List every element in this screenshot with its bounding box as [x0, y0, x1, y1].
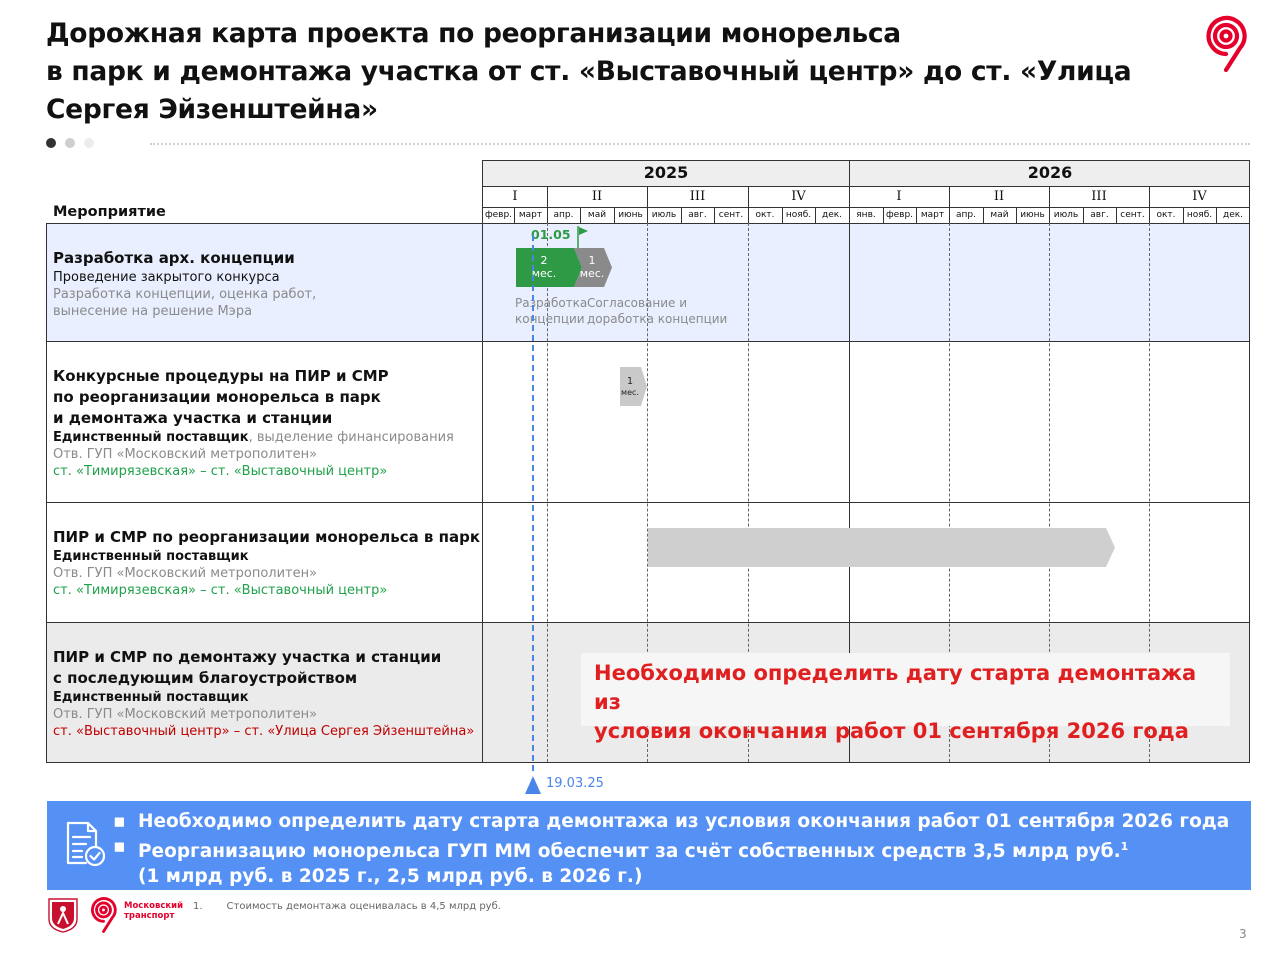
today-marker-icon	[524, 775, 542, 795]
grid-line	[580, 208, 581, 223]
month-label: июнь	[618, 210, 643, 220]
grid-line	[748, 187, 749, 223]
footnote	[193, 901, 525, 912]
task-bar-park	[647, 527, 1122, 569]
task-supplier: Единственный поставщик	[53, 690, 249, 705]
roadmap-gantt	[46, 160, 1250, 763]
task-title: Конкурсные процедуры на ПИР и СМР	[53, 367, 389, 385]
quarter-label: I	[896, 189, 902, 204]
month-label: май	[587, 210, 607, 220]
task-title: Разработка арх. концепции	[53, 249, 295, 267]
month-label: авг.	[688, 210, 707, 220]
milestone-date: 01.05	[531, 227, 571, 242]
pager-divider	[150, 143, 1250, 145]
summary-box	[47, 801, 1251, 890]
grid-line	[983, 208, 984, 223]
bar-caption-line: концепции	[515, 312, 585, 326]
grid-line	[483, 160, 1250, 161]
quarter-label: IV	[1192, 189, 1207, 204]
bar-duration-value: 1	[588, 254, 596, 267]
task-detail: Проведение закрытого конкурса	[53, 270, 280, 285]
summary-bullet-text: Реорганизацию монорельса ГУП ММ обеспечит за счёт собственных средств 3,5 млрд руб.	[138, 841, 1121, 863]
grid-line	[46, 223, 1250, 224]
brand-name-line: Московский	[124, 901, 184, 911]
grid-line	[483, 207, 1250, 208]
grid-line	[949, 187, 950, 223]
grid-line	[46, 622, 1250, 623]
alert-note-line: Необходимо определить дату старта демонтажа из	[594, 661, 1197, 714]
month-label: сент.	[718, 210, 744, 220]
month-label: сент.	[1120, 210, 1145, 220]
bar-park-works[interactable]	[648, 528, 1115, 567]
quarter-label: III	[689, 189, 706, 204]
task-detail: , выделение финансирования	[248, 430, 454, 445]
today-line	[532, 235, 534, 771]
task-detail: вынесение на решение Мэра	[53, 304, 253, 319]
task-supplier: Единственный поставщик	[53, 430, 249, 445]
month-label: дек.	[821, 210, 843, 220]
grid-line	[46, 223, 47, 763]
month-label: июль	[651, 210, 677, 220]
bar-duration-unit: мес.	[621, 388, 639, 397]
bar-duration	[522, 254, 566, 280]
task-title: ПИР и СМР по демонтажу участка и станции	[53, 648, 442, 666]
bar-caption-line: Согласование и	[587, 296, 688, 310]
month-label: дек.	[1222, 210, 1244, 220]
task-title: ПИР и СМР по реорганизации монорельса в парк	[53, 528, 481, 546]
task-title: и демонтажа участка и станции	[53, 409, 333, 427]
grid-line	[514, 208, 515, 223]
task-row-park	[53, 527, 481, 599]
grid-line	[1249, 160, 1250, 763]
alert-note-line: условия окончания работ 01 сентября 2026 года	[594, 719, 1189, 743]
month-label: июль	[1053, 210, 1079, 220]
alert-note	[581, 653, 1230, 743]
quarter-label: II	[591, 189, 603, 204]
task-stations: ст. «Тимирязевская» – ст. «Выставочный центр»	[53, 583, 388, 598]
pager-dot-active[interactable]	[46, 138, 56, 148]
quarter-label: IV	[791, 189, 806, 204]
moscow-transport-logo-icon	[87, 896, 120, 934]
footnote-text: Стоимость демонтажа оценивалась в 4,5 млрд руб.	[226, 901, 501, 912]
column-header-activity: Мероприятие	[53, 204, 166, 220]
brand-name-line: транспорт	[124, 911, 175, 921]
year-2025: 2025	[483, 160, 849, 186]
page-title	[46, 15, 1176, 129]
task-owner: Отв. ГУП «Московский метрополитен»	[53, 707, 318, 722]
month-label: нояб.	[785, 210, 812, 220]
grid-line	[1149, 187, 1150, 223]
bar-caption-line: доработка концепции	[587, 312, 728, 326]
grid-line	[46, 762, 1250, 763]
task-row-dismantling	[53, 647, 481, 740]
grid-line	[1183, 208, 1184, 223]
month-label: янв.	[856, 210, 876, 220]
task-title: по реорганизации монорельса в парк	[53, 388, 381, 406]
alert-note-text	[594, 659, 1230, 746]
moscow-transport-logo-icon	[1200, 14, 1252, 74]
month-label: апр.	[956, 210, 976, 220]
grid-line	[46, 502, 1250, 503]
title-line: Сергея Эйзенштейна»	[46, 94, 378, 125]
brand-name	[124, 901, 183, 921]
title-line: в парк и демонтажа участка от ст. «Выставочный центр» до ст. «Улица	[46, 56, 1132, 87]
document-check-icon	[56, 819, 106, 869]
month-label: март	[518, 210, 543, 220]
bar-duration-value: 1	[626, 376, 634, 387]
grid-line	[547, 187, 548, 223]
year-2026: 2026	[850, 160, 1250, 186]
task-owner: Отв. ГУП «Московский метрополитен»	[53, 447, 318, 462]
grid-line	[883, 208, 884, 223]
slide-pager	[46, 138, 1250, 150]
month-label: февр.	[885, 210, 914, 220]
grid-line	[482, 160, 483, 763]
bar-caption	[587, 295, 727, 327]
task-stations: ст. «Тимирязевская» – ст. «Выставочный центр»	[53, 464, 388, 479]
pager-dot[interactable]	[84, 138, 94, 148]
bar-duration	[577, 254, 607, 280]
task-title: с последующим благоустройством	[53, 669, 358, 687]
summary-bullet	[113, 834, 1229, 864]
month-label: февр.	[484, 210, 513, 220]
month-label: окт.	[1156, 210, 1176, 220]
bar-caption-line: Разработка	[515, 296, 588, 310]
page-number: 3	[1239, 927, 1247, 941]
task-stations: ст. «Выставочный центр» – ст. «Улица Сергея Эйзенштейна»	[53, 724, 475, 739]
task-row-tender	[53, 366, 481, 480]
quarter-label: II	[993, 189, 1005, 204]
footer-logos	[47, 896, 197, 934]
month-label: март	[920, 210, 945, 220]
grid-line	[815, 208, 816, 223]
grid-line	[46, 341, 1250, 342]
grid-line	[483, 186, 1250, 187]
bar-caption	[515, 295, 587, 327]
summary-list	[113, 809, 1229, 889]
milestone-flag-icon	[579, 227, 588, 235]
task-detail: Разработка концепции, оценка работ,	[53, 287, 317, 302]
grid-line	[1116, 208, 1117, 223]
grid-line	[1083, 208, 1084, 223]
grid-line	[614, 208, 615, 223]
quarter-label: III	[1091, 189, 1107, 204]
footnote-number: 1.	[193, 901, 203, 912]
month-label: апр.	[553, 210, 574, 220]
bar-duration-value: 2	[540, 254, 548, 267]
month-label: окт.	[755, 210, 775, 220]
grid-line	[714, 208, 715, 223]
month-label: нояб.	[1186, 210, 1213, 220]
grid-line	[647, 187, 648, 223]
grid-line	[681, 208, 682, 223]
task-row-concept	[53, 248, 481, 320]
bar-duration-unit: мес.	[579, 267, 605, 280]
month-label: май	[990, 210, 1009, 220]
task-supplier: Единственный поставщик	[53, 549, 249, 564]
footnote-marker: 1	[1120, 840, 1129, 853]
title-line: Дорожная карта проекта по реорганизации монорельса	[46, 18, 901, 49]
month-label: авг.	[1090, 210, 1109, 220]
bar-duration	[620, 376, 640, 398]
moscow-coat-of-arms-icon	[47, 897, 79, 933]
task-owner: Отв. ГУП «Московский метрополитен»	[53, 566, 318, 581]
grid-line	[1016, 208, 1017, 223]
grid-line	[1216, 208, 1217, 223]
summary-bullet-continuation: (1 млрд руб. в 2025 г., 2,5 млрд руб. в 2026 г.)	[138, 866, 643, 888]
month-label: июнь	[1020, 210, 1045, 220]
grid-line	[1049, 187, 1050, 223]
grid-line	[916, 208, 917, 223]
summary-bullet: ▪ Необходимо определить дату старта демонтажа из условия окончания работ 01 сентября 2026 года	[113, 809, 1229, 834]
grid-line	[782, 208, 783, 223]
quarter-label: I	[512, 189, 518, 204]
today-date: 19.03.25	[546, 776, 604, 791]
pager-dot[interactable]	[65, 138, 75, 148]
bar-duration-unit: мес.	[531, 267, 557, 280]
